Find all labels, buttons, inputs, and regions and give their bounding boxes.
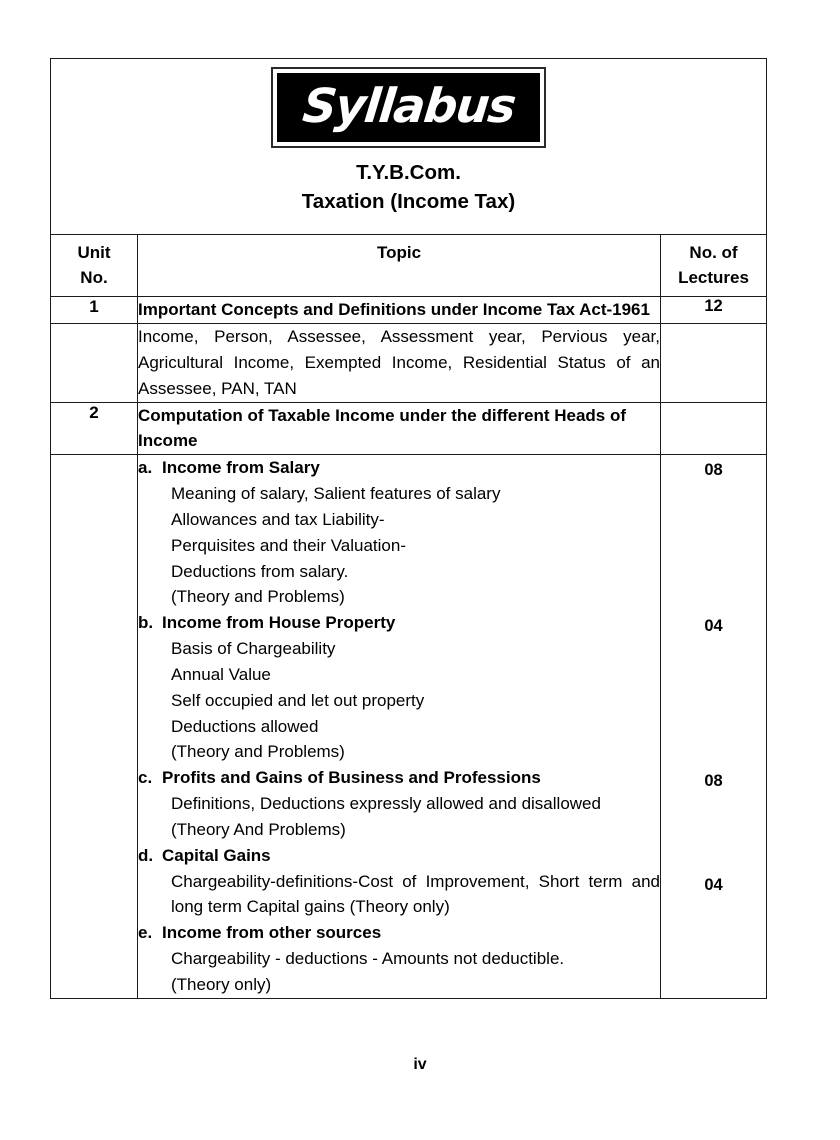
- subitem-a-line-2: Allowances and tax Liability-: [171, 509, 385, 529]
- syllabus-table: [50, 58, 767, 999]
- header-topic: Topic: [138, 235, 661, 297]
- subitem-b-line-4: Deductions allowed: [171, 716, 319, 736]
- subitem-d-heading: Capital Gains: [162, 845, 271, 865]
- subitem-c-line-2: (Theory And Problems): [171, 819, 346, 839]
- subitem-b-lectures: 04: [704, 617, 723, 636]
- course-subject: Taxation (Income Tax): [301, 190, 516, 214]
- subitem-a-lectures: 08: [704, 461, 723, 480]
- lectures-stack: [661, 455, 766, 995]
- unit-1-desc-number: [51, 324, 138, 402]
- unit-2-number: 2: [51, 402, 138, 455]
- subitem-a-line-3: Perquisites and their Valuation-: [171, 535, 406, 555]
- subitem-b-line-5: (Theory and Problems): [171, 742, 345, 762]
- table-row: [51, 297, 767, 324]
- subitem-e-line-2: (Theory only): [171, 974, 272, 994]
- unit-2-subitems-cell: [138, 455, 661, 998]
- subitem-b-line-2: Annual Value: [171, 664, 271, 684]
- subitem-b-marker: b.: [138, 613, 154, 633]
- syllabus-logo: [271, 67, 547, 148]
- subitem-d-heading-row: [138, 843, 660, 869]
- subitem-d-line-1: Chargeability-definitions-Cost of Improvement, Short term and long term Capital gains (Theory only): [171, 871, 660, 917]
- subitem-d-lectures: 04: [704, 876, 723, 895]
- subitem-c: [138, 765, 660, 842]
- page-number: iv: [413, 1056, 427, 1073]
- subitem-e-marker: e.: [138, 923, 153, 943]
- unit-2-lectures: [661, 402, 767, 455]
- header-unit-line2: No.: [80, 268, 108, 288]
- syllabus-logo-text: Syllabus: [299, 79, 518, 134]
- course-title: [51, 158, 766, 216]
- subitem-d-marker: d.: [138, 845, 154, 865]
- unit-1-title: Important Concepts and Definitions under Income Tax Act-1961: [138, 300, 650, 320]
- subitem-a-line-5: (Theory and Problems): [171, 587, 345, 607]
- unit-2-subitems-number: [51, 455, 138, 998]
- unit-1-lectures: 12: [661, 297, 767, 324]
- header-unit-line1: Unit: [77, 243, 111, 262]
- subitem-c-heading: Profits and Gains of Business and Professions: [162, 768, 541, 788]
- unit-2-subitems-lectures-cell: [661, 455, 767, 998]
- unit-1-title-cell: [138, 297, 661, 324]
- table-row: [51, 402, 767, 455]
- header-lectures-line1: No. of: [689, 243, 738, 262]
- header-lectures: [661, 235, 767, 297]
- banner-cell: [51, 59, 767, 235]
- subitem-c-heading-row: [138, 765, 660, 791]
- subitem-a-heading-row: [138, 455, 660, 481]
- subitem-b-line-3: Self occupied and let out property: [171, 690, 425, 710]
- table-header-row: [51, 235, 767, 297]
- subitem-e-line-1: Chargeability - deductions - Amounts not deductible.: [171, 949, 565, 969]
- syllabus-logo-inner: [277, 73, 541, 142]
- subitem-a-heading: Income from Salary: [162, 458, 320, 478]
- subitem-a: [138, 455, 660, 610]
- header-unit-no: [51, 235, 138, 297]
- subitem-b-line-1: Basis of Chargeability: [171, 639, 336, 659]
- unit-2-title-cell: [138, 402, 661, 455]
- table-row: [51, 455, 767, 998]
- subitem-a-marker: a.: [138, 458, 153, 478]
- subitem-d: [138, 843, 660, 920]
- subitem-b-heading: Income from House Property: [162, 613, 396, 633]
- subitem-c-lectures: 08: [704, 772, 723, 791]
- subitem-e-heading: Income from other sources: [162, 923, 382, 943]
- unit-1-number: 1: [51, 297, 138, 324]
- subitem-c-marker: c.: [138, 768, 153, 788]
- unit-2-title: Computation of Taxable Income under the different Heads of Income: [138, 405, 627, 451]
- subitem-b: [138, 610, 660, 765]
- subitem-e-heading-row: [138, 920, 660, 946]
- unit-1-description: Income, Person, Assessee, Assessment year, Pervious year, Agricultural Income, Exempted Income, Residential Status of an Assessee, PAN, TAN: [138, 327, 660, 398]
- subitem-a-line-4: Deductions from salary.: [171, 561, 349, 581]
- course-degree: T.Y.B.Com.: [356, 161, 461, 185]
- unit-1-desc-lectures: [661, 324, 767, 402]
- subitem-c-line-1: Definitions, Deductions expressly allowed and disallowed: [171, 794, 601, 814]
- subitem-e: [138, 920, 660, 997]
- table-row: [51, 324, 767, 402]
- subitem-a-line-1: Meaning of salary, Salient features of salary: [171, 484, 501, 504]
- subitem-b-heading-row: [138, 610, 660, 636]
- banner-wrap: [51, 59, 766, 217]
- banner-row: [51, 59, 767, 235]
- unit-1-description-cell: [138, 324, 661, 402]
- header-lectures-line2: Lectures: [678, 268, 749, 288]
